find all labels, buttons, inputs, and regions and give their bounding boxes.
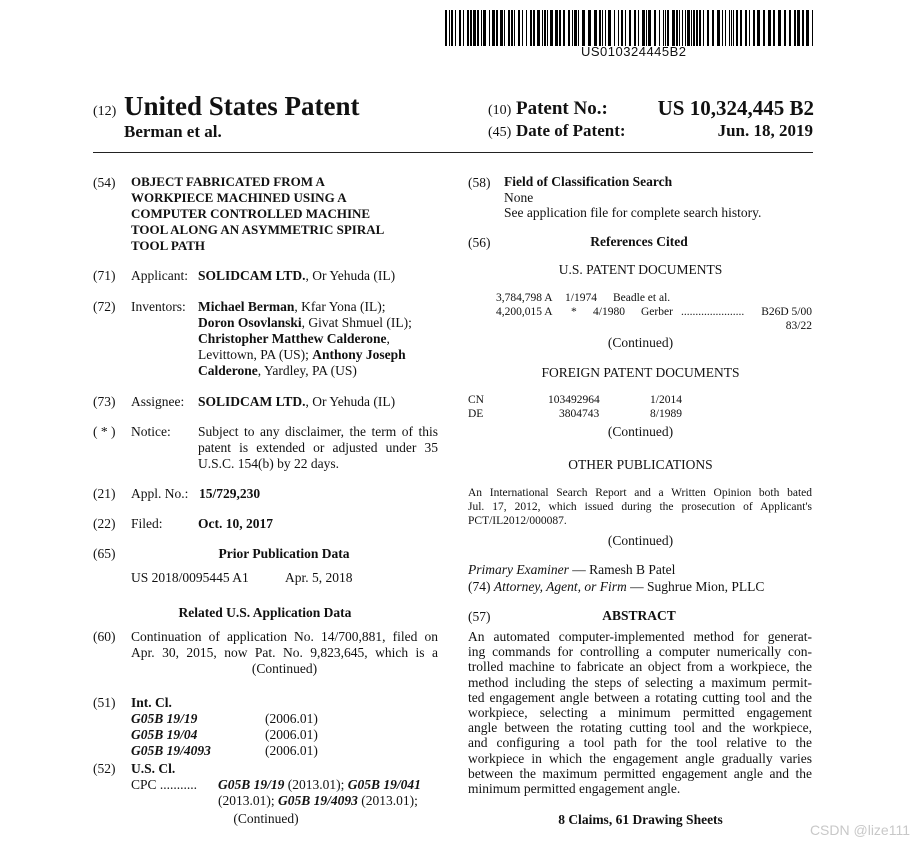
- abstract-heading: ABSTRACT: [602, 608, 676, 623]
- barcode-bar: [470, 10, 472, 46]
- inventor-location: ,: [386, 331, 390, 346]
- assignee-label: Assignee:: [131, 394, 185, 409]
- prior-pub-date: Apr. 5, 2018: [285, 570, 353, 585]
- other-pubs-line: Jul. 17, 2012, which issued during the prosecution of Applicant's: [468, 501, 812, 513]
- barcode-bar: [749, 10, 750, 46]
- barcode-bar: [473, 10, 476, 46]
- code-71: (71): [93, 268, 116, 283]
- intcl-heading: Int. Cl.: [131, 695, 172, 710]
- barcode-image: [445, 10, 813, 46]
- barcode-bar: [496, 10, 498, 46]
- patent-number: US 10,324,445 B2: [657, 96, 814, 120]
- intcl-version: (2006.01): [265, 727, 318, 742]
- intcl-class: G05B 19/19: [131, 711, 198, 726]
- us-doc-name: Beadle et al.: [613, 292, 671, 304]
- code-22: (22): [93, 516, 116, 531]
- foreign-docs-continued: (Continued): [607, 424, 674, 439]
- foreign-doc-row: [468, 393, 768, 407]
- inventor-name: Christopher Matthew Calderone: [198, 331, 387, 346]
- intcl-version: (2006.01): [265, 743, 318, 758]
- barcode-bar: [445, 10, 447, 46]
- inventor-name: Calderone: [198, 363, 258, 378]
- other-pubs-text: [468, 486, 812, 528]
- barcode-bar: [691, 10, 692, 46]
- barcode-bar: [665, 10, 666, 46]
- foreign-doc-country: DE: [468, 408, 484, 420]
- us-docs-table: [496, 291, 812, 333]
- us-doc-row: [496, 305, 812, 319]
- cpc-date: (2013.01);: [357, 793, 418, 808]
- abstract-line: method including the steps of selecting a maximum permit-: [468, 674, 812, 690]
- inventors-short: Berman et al.: [124, 122, 222, 141]
- notice-text: [198, 424, 438, 472]
- attorney-label: Attorney, Agent, or Firm: [493, 579, 627, 594]
- related-line: Apr. 30, 2015, now Pat. No. 9,823,645, which is a: [131, 645, 438, 660]
- prior-pub-heading: Prior Publication Data: [218, 546, 350, 561]
- abstract-line: workpiece, selecting a minimum permitted engagement: [468, 705, 812, 721]
- barcode-bar: [555, 10, 558, 46]
- uscl-heading: U.S. Cl.: [131, 761, 176, 776]
- barcode-bar: [693, 10, 695, 46]
- barcode-bar: [568, 10, 570, 46]
- barcode-bar: [794, 10, 796, 46]
- barcode-bar: [537, 10, 540, 46]
- code-51: (51): [93, 695, 116, 710]
- barcode-bar: [676, 10, 678, 46]
- us-doc-date: 1/1974: [565, 292, 597, 304]
- barcode-bar: [687, 10, 690, 46]
- barcode-bar: [784, 10, 786, 46]
- code-21: (21): [93, 486, 116, 501]
- title-line: OBJECT FABRICATED FROM A: [131, 174, 325, 189]
- code-12: (12): [93, 104, 117, 119]
- refs-heading: References Cited: [590, 234, 688, 249]
- barcode-bar: [725, 10, 726, 46]
- barcode-bar: [547, 10, 548, 46]
- inventor-location: , Kfar Yona (IL);: [294, 299, 386, 314]
- barcode-bar: [646, 10, 647, 46]
- barcode-bar: [768, 10, 771, 46]
- cpc-classes: [218, 777, 440, 809]
- foreign-doc-date: 1/2014: [650, 394, 682, 406]
- us-doc-dots: ......................: [681, 306, 745, 318]
- watermark: CSDN @lize111: [809, 822, 910, 838]
- examiner-name: Ramesh B Patel: [589, 562, 676, 577]
- notice-line: Subject to any disclaimer, the term of this: [198, 424, 438, 439]
- abstract-line: and configuring a tool path for the tool relative to the: [468, 735, 812, 751]
- barcode-bar: [789, 10, 791, 46]
- barcode-bar: [621, 10, 623, 46]
- prior-pub-number: US 2018/0095445 A1: [131, 570, 249, 585]
- abstract-line: minimum permitted engagement angle.: [468, 781, 681, 797]
- assignee-value: [198, 394, 395, 410]
- barcode-bar: [685, 10, 686, 46]
- intcl-version: (2006.01): [265, 711, 318, 726]
- inventor-location: Levittown, PA (US);: [198, 347, 313, 362]
- code-58: (58): [468, 175, 491, 190]
- barcode-bar: [699, 10, 701, 46]
- code-74: (74): [468, 579, 491, 594]
- foreign-docs-heading: FOREIGN PATENT DOCUMENTS: [541, 365, 740, 380]
- inventor-location: , Yardley, PA (US): [257, 363, 357, 378]
- barcode-bar: [522, 10, 523, 46]
- barcode-bar: [717, 10, 720, 46]
- barcode-number: US010324445B2: [581, 44, 687, 59]
- barcode-bar: [634, 10, 636, 46]
- examiner-label: Primary Examiner: [468, 562, 569, 577]
- field-line2: See application file for complete search history.: [504, 205, 762, 220]
- barcode-bar: [582, 10, 585, 46]
- notice-label: Notice:: [131, 424, 171, 439]
- barcode-bar: [608, 10, 611, 46]
- invention-title: [131, 174, 384, 254]
- barcode-bar: [696, 10, 698, 46]
- attorney-name: Sughrue Mion, PLLC: [647, 579, 765, 594]
- barcode-bar: [654, 10, 656, 46]
- title-line: TOOL ALONG AN ASYMMETRIC SPIRAL: [131, 222, 385, 237]
- barcode-bar: [731, 10, 732, 46]
- barcode-bar: [733, 10, 734, 46]
- foreign-doc-number: 103492964: [548, 394, 600, 406]
- related-heading: Related U.S. Application Data: [178, 605, 352, 620]
- barcode-bar: [533, 10, 535, 46]
- barcode-bar: [508, 10, 510, 46]
- examiner-separator: —: [568, 562, 590, 577]
- assignee-name: SOLIDCAM LTD.: [198, 394, 306, 409]
- related-continued: (Continued): [251, 661, 318, 676]
- barcode-bar: [797, 10, 800, 46]
- barcode-bar: [672, 10, 675, 46]
- barcode-bar: [757, 10, 760, 46]
- filed-label: Filed:: [131, 516, 163, 531]
- assignee-location: , Or Yehuda (IL): [305, 394, 396, 409]
- abstract-line: ted engagement angle between a rotating cutting tool and the: [468, 689, 812, 705]
- patent-no-label: Patent No.:: [516, 98, 608, 119]
- code-45: (45): [488, 125, 512, 140]
- inventor-name: Doron Osovlanski: [198, 315, 302, 330]
- barcode-bar: [605, 10, 606, 46]
- barcode-bar: [530, 10, 532, 46]
- inventors-list: [198, 299, 412, 379]
- attorney: [468, 579, 764, 595]
- other-pubs-heading: OTHER PUBLICATIONS: [568, 457, 713, 472]
- inventor-location: , Givat Shmuel (IL);: [301, 315, 412, 330]
- barcode-bar: [544, 10, 546, 46]
- barcode-bar: [542, 10, 543, 46]
- barcode-bar: [459, 10, 461, 46]
- barcode-bar: [563, 10, 565, 46]
- related-text: [131, 629, 438, 677]
- barcode-bar: [729, 10, 730, 46]
- barcode-bar: [802, 10, 804, 46]
- inventor-name: Michael Berman: [198, 299, 295, 314]
- abstract-text: [468, 629, 812, 796]
- barcode-bar: [778, 10, 781, 46]
- notice-line: U.S.C. 154(b) by 22 days.: [198, 456, 339, 471]
- field-heading: Field of Classification Search: [504, 174, 673, 189]
- barcode-bar: [745, 10, 747, 46]
- us-doc-mark: *: [571, 306, 577, 318]
- claims-summary: 8 Claims, 61 Drawing Sheets: [558, 812, 723, 827]
- code-73: (73): [93, 394, 116, 409]
- applicant-value: [198, 268, 395, 284]
- barcode-bar: [812, 10, 813, 46]
- applicant-label: Applicant:: [131, 268, 188, 283]
- foreign-doc-date: 8/1989: [650, 408, 682, 420]
- code-54: (54): [93, 175, 116, 190]
- us-doc-class: B26D 5/00: [761, 306, 812, 318]
- attorney-separator: —: [626, 579, 647, 594]
- code-72: (72): [93, 299, 116, 314]
- us-docs-continued: (Continued): [607, 335, 674, 350]
- inventors-label: Inventors:: [131, 299, 186, 314]
- header-divider: [93, 152, 813, 153]
- barcode-bar: [489, 10, 490, 46]
- notice-line: patent is extended or adjusted under 35: [198, 440, 438, 455]
- applicant-name: SOLIDCAM LTD.: [198, 268, 306, 283]
- barcode-bar: [740, 10, 742, 46]
- code-56: (56): [468, 235, 491, 250]
- uscl-continued: (Continued): [233, 811, 299, 826]
- barcode-bar: [618, 10, 619, 46]
- code-65: (65): [93, 546, 116, 561]
- title-line: TOOL PATH: [131, 238, 206, 253]
- barcode-bar: [578, 10, 579, 46]
- cpc-class: G05B 19/19: [218, 777, 285, 792]
- barcode-bar: [518, 10, 520, 46]
- barcode-bar: [642, 10, 645, 46]
- other-pubs-line: An International Search Report and a Written Opinion both bated: [468, 487, 812, 499]
- barcode-bar: [477, 10, 479, 46]
- foreign-doc-row: [468, 407, 768, 421]
- code-52: (52): [93, 761, 116, 776]
- code-57: (57): [468, 609, 491, 624]
- patent-date: Jun. 18, 2019: [717, 121, 813, 140]
- title-line: COMPUTER CONTROLLED MACHINE: [131, 206, 371, 221]
- barcode-bar: [550, 10, 553, 46]
- barcode-bar: [806, 10, 809, 46]
- abstract-line: workpiece in which the engagement angle gradually varies: [468, 750, 812, 766]
- inventor-name: Anthony Joseph: [312, 347, 406, 362]
- barcode-bar: [663, 10, 664, 46]
- barcode-bar: [483, 10, 486, 46]
- barcode-bar: [682, 10, 683, 46]
- barcode-bar: [629, 10, 631, 46]
- barcode-bar: [736, 10, 738, 46]
- applicant-location: , Or Yehuda (IL): [305, 268, 396, 283]
- us-doc-date: 4/1980: [593, 306, 625, 318]
- us-doc-name: Gerber: [641, 306, 673, 318]
- intcl-table: [131, 711, 318, 759]
- barcode-bar: [449, 10, 450, 46]
- barcode-bar: [574, 10, 577, 46]
- barcode-bar: [455, 10, 456, 46]
- cpc-date: (2013.01);: [218, 793, 278, 808]
- barcode-bar: [526, 10, 527, 46]
- foreign-doc-country: CN: [468, 394, 484, 406]
- us-doc-number: 4,200,015 A: [496, 306, 553, 318]
- code-10: (10): [488, 103, 512, 118]
- barcode-bar: [667, 10, 669, 46]
- barcode-bar: [511, 10, 513, 46]
- us-doc-number: 3,784,798 A: [496, 292, 553, 304]
- foreign-docs-table: [468, 393, 768, 421]
- title-line: WORKPIECE MACHINED USING A: [131, 190, 347, 205]
- barcode-bar: [492, 10, 495, 46]
- foreign-doc-number: 3804743: [559, 408, 600, 420]
- barcode-bar: [463, 10, 464, 46]
- abstract-line: ing commands for controlling a computer numerically con-: [468, 644, 812, 660]
- field-line1: None: [504, 190, 534, 205]
- barcode-bar: [594, 10, 597, 46]
- barcode-bar: [504, 10, 505, 46]
- other-pubs-line: PCT/IL2012/000087.: [468, 515, 567, 527]
- barcode-bar: [572, 10, 573, 46]
- barcode-bar: [763, 10, 765, 46]
- barcode-bar: [773, 10, 775, 46]
- filed-value: Oct. 10, 2017: [198, 516, 273, 531]
- barcode-bar: [648, 10, 651, 46]
- barcode-bar: [625, 10, 626, 46]
- barcode-bar: [659, 10, 660, 46]
- intcl-class: G05B 19/4093: [131, 743, 211, 758]
- barcode-bar: [602, 10, 603, 46]
- us-doc-row: [496, 291, 812, 305]
- cpc-class: G05B 19/041: [347, 777, 421, 792]
- barcode-bar: [559, 10, 561, 46]
- abstract-line: angle between the rotating cutting tool and the workpiece,: [468, 720, 812, 736]
- examiner: [468, 562, 675, 578]
- us-docs-heading: U.S. PATENT DOCUMENTS: [558, 262, 723, 277]
- abstract-line: An automated computer-implemented method for generat-: [468, 629, 812, 644]
- code-notice: ( * ): [93, 424, 116, 439]
- us-doc-class: 83/22: [785, 320, 812, 332]
- date-label: Date of Patent:: [516, 121, 626, 140]
- related-line: Continuation of application No. 14/700,881, filed on: [131, 629, 438, 644]
- barcode-bar: [481, 10, 482, 46]
- document-title: United States Patent: [124, 91, 360, 121]
- barcode-bar: [467, 10, 469, 46]
- barcode-bar: [712, 10, 714, 46]
- intcl-class: G05B 19/04: [131, 727, 198, 742]
- barcode-bar: [703, 10, 704, 46]
- cpc-class: G05B 19/4093: [278, 793, 358, 808]
- barcode-bar: [500, 10, 503, 46]
- barcode-bar: [679, 10, 680, 46]
- appl-no-value: 15/729,230: [199, 486, 261, 501]
- barcode-bar: [722, 10, 723, 46]
- barcode-bar: [599, 10, 601, 46]
- barcode-bar: [753, 10, 755, 46]
- barcode-bar: [588, 10, 591, 46]
- code-60: (60): [93, 629, 116, 644]
- cpc-date: (2013.01);: [284, 777, 348, 792]
- abstract-line: trolled machine to fabricate an object from a workpiece, the: [468, 659, 812, 675]
- barcode-bar: [451, 10, 453, 46]
- barcode-bar: [614, 10, 615, 46]
- appl-no-label: Appl. No.:: [131, 486, 189, 501]
- barcode-bar: [514, 10, 515, 46]
- barcode-bar: [638, 10, 639, 46]
- barcode-bar: [707, 10, 709, 46]
- abstract-line: between the maximum permitted engagement angle and the: [468, 765, 812, 781]
- other-pubs-continued: (Continued): [607, 533, 674, 548]
- cpc-label: CPC ...........: [131, 777, 198, 792]
